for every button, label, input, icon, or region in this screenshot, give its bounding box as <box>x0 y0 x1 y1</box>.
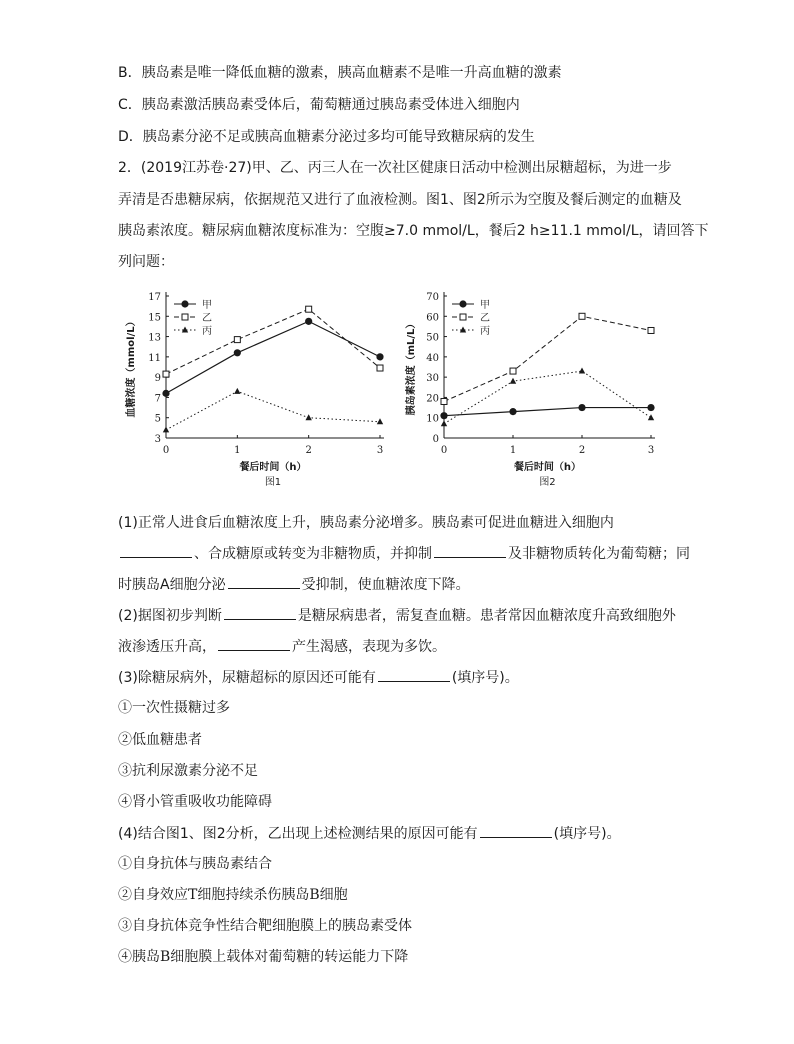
subq1-text: 及非糖物质转化为葡萄糖；同 <box>508 546 690 562</box>
answer-blank[interactable] <box>224 606 296 620</box>
answer-blank[interactable] <box>228 575 300 589</box>
y-axis-label: 胰岛素浓度（mL/L） <box>406 318 417 416</box>
data-point <box>377 418 383 424</box>
question-intro-line: 胰岛素浓度。糖尿病血糖浓度标准为：空腹≥7.0 mmol/L，餐后2 h≥11.1 mmol/L，请回答下 <box>118 223 709 239</box>
legend-label: 丙 <box>202 326 212 337</box>
subq2-line1 <box>118 606 676 625</box>
y-tick-label: 40 <box>426 352 439 364</box>
chart-title: 图2 <box>539 477 556 488</box>
data-point <box>163 426 169 432</box>
series-line-3 <box>166 391 380 430</box>
x-tick-label: 0 <box>162 445 170 456</box>
chart-blood-glucose <box>118 283 398 493</box>
x-tick-label: 1 <box>234 445 241 456</box>
subq2-text: 产生渴感，表现为多饮。 <box>292 639 446 655</box>
subq3-option: ③抗利尿激素分泌不足 <box>118 763 258 779</box>
data-point <box>305 318 312 325</box>
x-tick-label: 3 <box>647 445 655 456</box>
x-tick-label: 3 <box>376 445 384 456</box>
data-point <box>579 313 585 319</box>
subq1-line2 <box>118 544 690 563</box>
y-tick-label: 5 <box>154 413 161 425</box>
subq2-text: 是糖尿病患者，需复查血糖。患者常因血糖浓度升高致细胞外 <box>297 608 676 624</box>
data-point <box>647 404 654 411</box>
question-intro-line: 弄清是否患糖尿病，依据规范又进行了血液检测。图1、图2所示为空腹及餐后测定的血糖及 <box>118 192 682 208</box>
answer-blank[interactable] <box>378 668 450 682</box>
data-point <box>441 420 447 426</box>
subq4-option: ①自身抗体与胰岛素结合 <box>118 856 272 872</box>
series-line-1 <box>166 321 380 393</box>
data-point <box>440 412 447 419</box>
y-tick-label: 20 <box>426 393 439 405</box>
subq3-line <box>118 668 519 687</box>
subq3-option: ④肾小管重吸收功能障碍 <box>118 794 272 810</box>
subq4-option: ②自身效应T细胞持续杀伤胰岛B细胞 <box>118 887 348 903</box>
answer-blank[interactable] <box>218 637 290 651</box>
question-intro-line: 2．(2019江苏卷·27)甲、乙、丙三人在一次社区健康日活动中检测出尿糖超标，为进一步 <box>118 160 672 176</box>
series-line-2 <box>444 316 651 401</box>
series-line-2 <box>166 309 380 374</box>
subq4-option: ④胰岛B细胞膜上载体对葡萄糖的转运能力下降 <box>118 949 409 965</box>
y-tick-label: 70 <box>426 292 439 303</box>
y-tick-label: 3 <box>154 434 161 445</box>
y-tick-label: 7 <box>154 393 161 405</box>
subq3-text: (3)除糖尿病外，尿糖超标的原因还可能有 <box>118 670 376 686</box>
data-point <box>234 349 241 356</box>
subq4-option: ③自身抗体竞争性结合靶细胞膜上的胰岛素受体 <box>118 918 412 934</box>
data-point <box>510 368 516 374</box>
option-d: D．胰岛素分泌不足或胰高血糖素分泌过多均可能导致糖尿病的发生 <box>118 129 535 145</box>
data-point <box>510 378 516 384</box>
data-point <box>306 306 312 312</box>
subq1-line3 <box>118 575 470 594</box>
y-tick-label: 60 <box>426 312 439 324</box>
subq1-text: 时胰岛A细胞分泌 <box>118 577 226 593</box>
option-b: B．胰岛素是唯一降低血糖的激素，胰高血糖素不是唯一升高血糖的激素 <box>118 65 562 81</box>
subq4-text: (填序号)。 <box>553 826 621 842</box>
y-tick-label: 13 <box>148 332 161 344</box>
question-intro-line: 列问题： <box>118 254 174 270</box>
y-tick-label: 10 <box>426 413 439 425</box>
subq3-option: ②低血糖患者 <box>118 732 202 748</box>
subq3-option: ①一次性摄糖过多 <box>118 700 230 716</box>
data-point <box>648 414 654 420</box>
chart-title: 图1 <box>264 477 282 488</box>
x-axis-label: 餐后时间（h） <box>513 462 582 473</box>
x-axis-label: 餐后时间（h） <box>239 462 307 473</box>
legend-label: 丙 <box>480 326 490 337</box>
y-tick-label: 9 <box>154 373 161 385</box>
data-point <box>377 365 383 371</box>
answer-blank[interactable] <box>120 544 192 558</box>
x-tick-label: 2 <box>305 445 312 456</box>
answer-blank[interactable] <box>434 544 506 558</box>
y-tick-label: 17 <box>148 292 161 303</box>
answer-blank[interactable] <box>480 824 552 838</box>
subq1-line1: (1)正常人进食后血糖浓度上升，胰岛素分泌增多。胰岛素可促进血糖进入细胞内 <box>118 515 614 531</box>
data-point <box>579 368 585 374</box>
data-point <box>162 390 169 397</box>
chart-insulin <box>402 283 672 493</box>
data-point <box>509 408 516 415</box>
x-tick-label: 2 <box>578 445 586 456</box>
series-line-3 <box>444 371 651 424</box>
y-tick-label: 50 <box>426 332 439 344</box>
subq3-text: (填序号)。 <box>451 670 519 686</box>
subq4-line <box>118 824 621 843</box>
legend-label: 乙 <box>480 313 490 324</box>
x-tick-label: 1 <box>509 445 517 456</box>
data-point <box>234 388 240 394</box>
subq1-text: 、合成糖原或转变为非糖物质，并抑制 <box>194 546 432 562</box>
subq2-text: 液渗透压升高， <box>118 639 216 655</box>
data-point <box>376 353 383 360</box>
subq1-text: 受抑制，使血糖浓度下降。 <box>301 577 470 593</box>
legend-marker <box>182 314 188 320</box>
y-tick-label: 0 <box>432 434 439 445</box>
subq2-line2 <box>118 637 446 656</box>
x-tick-label: 0 <box>440 445 448 456</box>
subq2-text: (2)据图初步判断 <box>118 608 222 624</box>
data-point <box>163 371 169 377</box>
data-point <box>441 398 447 404</box>
series-line-1 <box>444 408 651 416</box>
data-point <box>648 327 654 333</box>
subq4-text: (4)结合图1、图2分析，乙出现上述检测结果的原因可能有 <box>118 826 478 842</box>
y-tick-label: 15 <box>148 312 161 324</box>
data-point <box>578 404 585 411</box>
legend-label: 乙 <box>202 313 212 324</box>
data-point <box>234 337 240 343</box>
legend-label: 甲 <box>480 300 490 311</box>
legend-marker <box>459 300 466 307</box>
legend-marker <box>460 314 466 320</box>
y-tick-label: 30 <box>426 373 439 385</box>
y-tick-label: 11 <box>148 352 161 364</box>
legend-label: 甲 <box>202 300 212 311</box>
y-axis-label: 血糖浓度（mmol/L） <box>126 316 137 418</box>
option-c: C．胰岛素激活胰岛素受体后，葡萄糖通过胰岛素受体进入细胞内 <box>118 97 520 113</box>
legend-marker <box>181 300 188 307</box>
data-point <box>305 414 311 420</box>
